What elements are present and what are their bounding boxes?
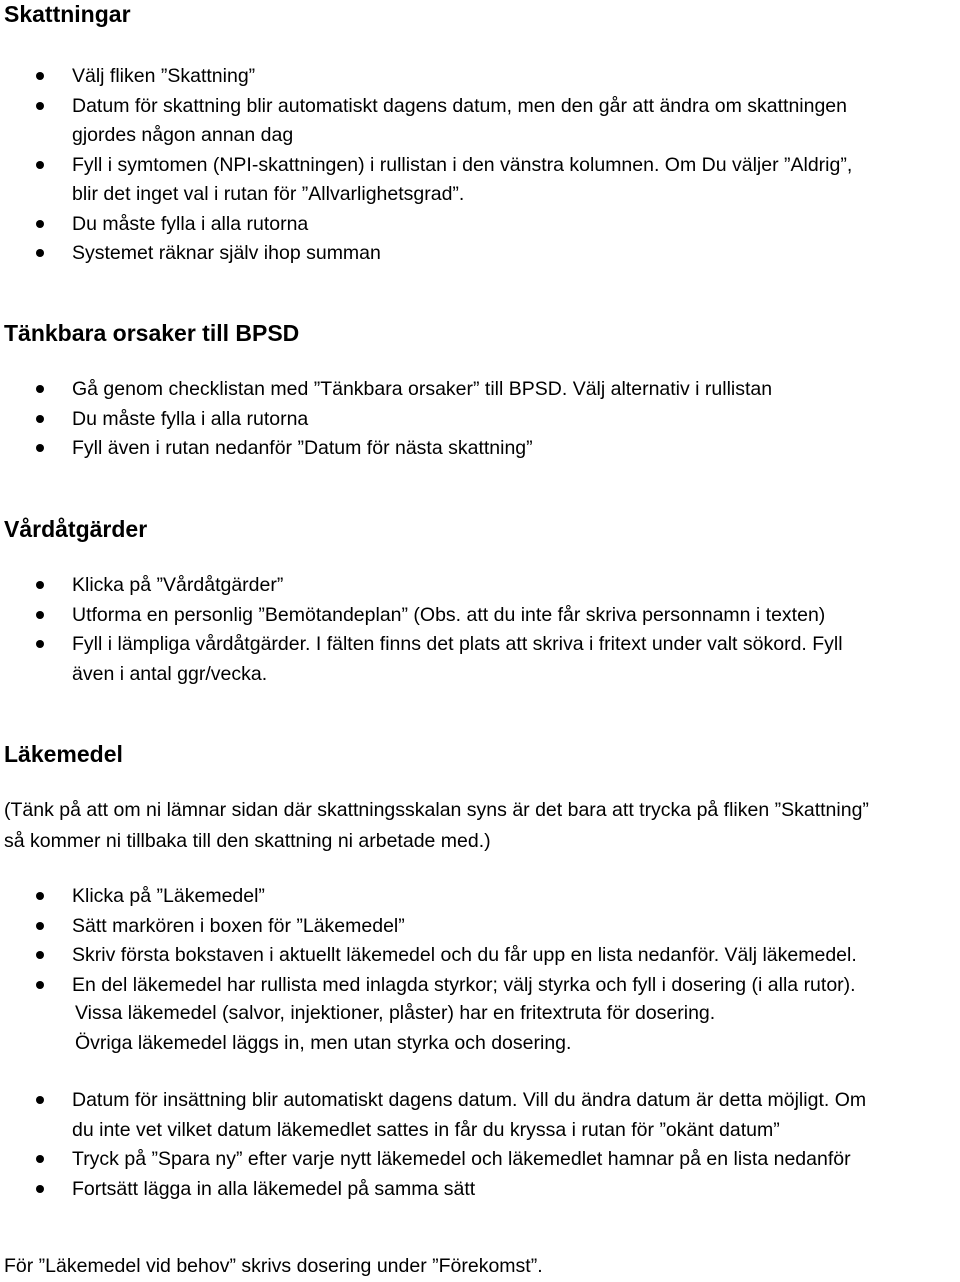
- heading-lakemedel: Läkemedel: [4, 741, 123, 767]
- list-item: [0, 971, 960, 1001]
- list-item-text: Du måste fylla i alla rutorna: [72, 407, 309, 430]
- list-item-text: gjordes någon annan dag: [72, 124, 294, 146]
- bullet-icon: [36, 220, 44, 228]
- heading-skattningar: Skattningar: [4, 1, 131, 27]
- list-item: [0, 405, 960, 435]
- list-item-text: Fyll i lämpliga vårdåtgärder. I fälten finns det plats att skriva i fritext under valt sökord. Fyll: [72, 633, 843, 655]
- list-item-text: Systemet räknar själv ihop summan: [72, 242, 381, 264]
- bullet-icon: [36, 981, 44, 989]
- list-item: [0, 210, 960, 240]
- list-item-text: även i antal ggr/vecka.: [72, 662, 268, 685]
- list-item: [0, 571, 960, 601]
- list-item-text: Fortsätt lägga in alla läkemedel på samma sätt: [72, 1177, 476, 1200]
- list-item: [0, 375, 960, 405]
- list-item-text: blir det inget val i rutan för ”Allvarlighetsgrad”.: [72, 183, 465, 205]
- bullet-icon: [36, 161, 44, 169]
- dosage-note-line: Vissa läkemedel (salvor, injektioner, plåster) har en fritextruta för dosering.: [75, 1002, 716, 1024]
- footer-note: För ”Läkemedel vid behov” skrivs dosering under ”Förekomst”.: [4, 1255, 543, 1277]
- list-item: [0, 601, 960, 631]
- bullet-icon: [36, 1155, 44, 1163]
- list-item: [0, 92, 960, 151]
- intro-line: (Tänk på att om ni lämnar sidan där skattningsskalan syns är det bara att trycka på fliken ”Skattning”: [4, 799, 869, 821]
- heading-vardatgarder: Vårdåtgärder: [4, 516, 148, 542]
- list-item: [0, 630, 960, 689]
- list-item-text: Fyll även i rutan nedanför ”Datum för nästa skattning”: [72, 437, 533, 459]
- list-item-text: Utforma en personlig ”Bemötandeplan” (Obs. att du inte får skriva personnamn i texten): [72, 603, 826, 626]
- list-item: [0, 1145, 960, 1175]
- bullet-icon: [36, 1096, 44, 1104]
- bullet-icon: [36, 1185, 44, 1193]
- list-item: [0, 941, 960, 971]
- bullet-icon: [36, 385, 44, 393]
- bullet-icon: [36, 102, 44, 110]
- list-item-text: Klicka på ”Läkemedel”: [72, 885, 265, 907]
- list-item: [0, 1086, 960, 1145]
- list-item-text: du inte vet vilket datum läkemedlet sattes in får du kryssa i rutan för ”okänt datum”: [72, 1118, 780, 1141]
- bullet-icon: [36, 249, 44, 257]
- bullet-icon: [36, 581, 44, 589]
- list-item: [0, 912, 960, 942]
- list-item-text: Klicka på ”Vårdåtgärder”: [72, 574, 284, 596]
- list-item: [0, 151, 960, 210]
- list-item-text: Tryck på ”Spara ny” efter varje nytt läkemedel och läkemedlet hamnar på en lista nedanför: [72, 1148, 851, 1170]
- list-lakemedel-2: [0, 1086, 960, 1204]
- bullet-icon: [36, 444, 44, 452]
- list-item-text: Gå genom checklistan med ”Tänkbara orsaker” till BPSD. Välj alternativ i rullistan: [72, 378, 773, 400]
- list-item: [0, 239, 960, 269]
- list-item-text: Du måste fylla i alla rutorna: [72, 212, 309, 235]
- list-lakemedel: [0, 882, 960, 1000]
- list-vardatgarder: [0, 571, 960, 689]
- heading-tankbara-orsaker: Tänkbara orsaker till BPSD: [4, 320, 300, 346]
- intro-line: så kommer ni tillbaka till den skattning ni arbetade med.): [4, 830, 491, 852]
- list-item-text: Fyll i symtomen (NPI-skattningen) i rullistan i den vänstra kolumnen. Om Du väljer ”Aldrig”,: [72, 153, 853, 176]
- bullet-icon: [36, 640, 44, 648]
- list-tankbara-orsaker: [0, 375, 960, 464]
- list-item: [0, 882, 960, 912]
- bullet-icon: [36, 922, 44, 930]
- list-item: [0, 62, 960, 92]
- bullet-icon: [36, 892, 44, 900]
- list-item-text: Datum för insättning blir automatiskt dagens datum. Vill du ändra datum är detta möjligt. Om: [72, 1089, 867, 1111]
- list-item-text: Datum för skattning blir automatiskt dagens datum, men den går att ändra om skattningen: [72, 94, 848, 117]
- list-item-text: Välj fliken ”Skattning”: [72, 65, 256, 87]
- bullet-icon: [36, 951, 44, 959]
- dosage-note-line: Övriga läkemedel läggs in, men utan styrka och dosering.: [75, 1031, 572, 1054]
- intro-paragraph: [4, 795, 954, 857]
- list-item-text: En del läkemedel har rullista med inlagda styrkor; välj styrka och fyll i dosering (i alla rutor).: [72, 973, 856, 996]
- bullet-icon: [36, 72, 44, 80]
- dosage-notes: [75, 999, 715, 1058]
- list-skattningar: [0, 62, 960, 269]
- bullet-icon: [36, 611, 44, 619]
- list-item: [0, 434, 960, 464]
- list-item-text: Skriv första bokstaven i aktuellt läkemedel och du får upp en lista nedanför. Välj läkemedel.: [72, 944, 857, 966]
- list-item-text: Sätt markören i boxen för ”Läkemedel”: [72, 914, 405, 937]
- list-item: [0, 1175, 960, 1205]
- bullet-icon: [36, 415, 44, 423]
